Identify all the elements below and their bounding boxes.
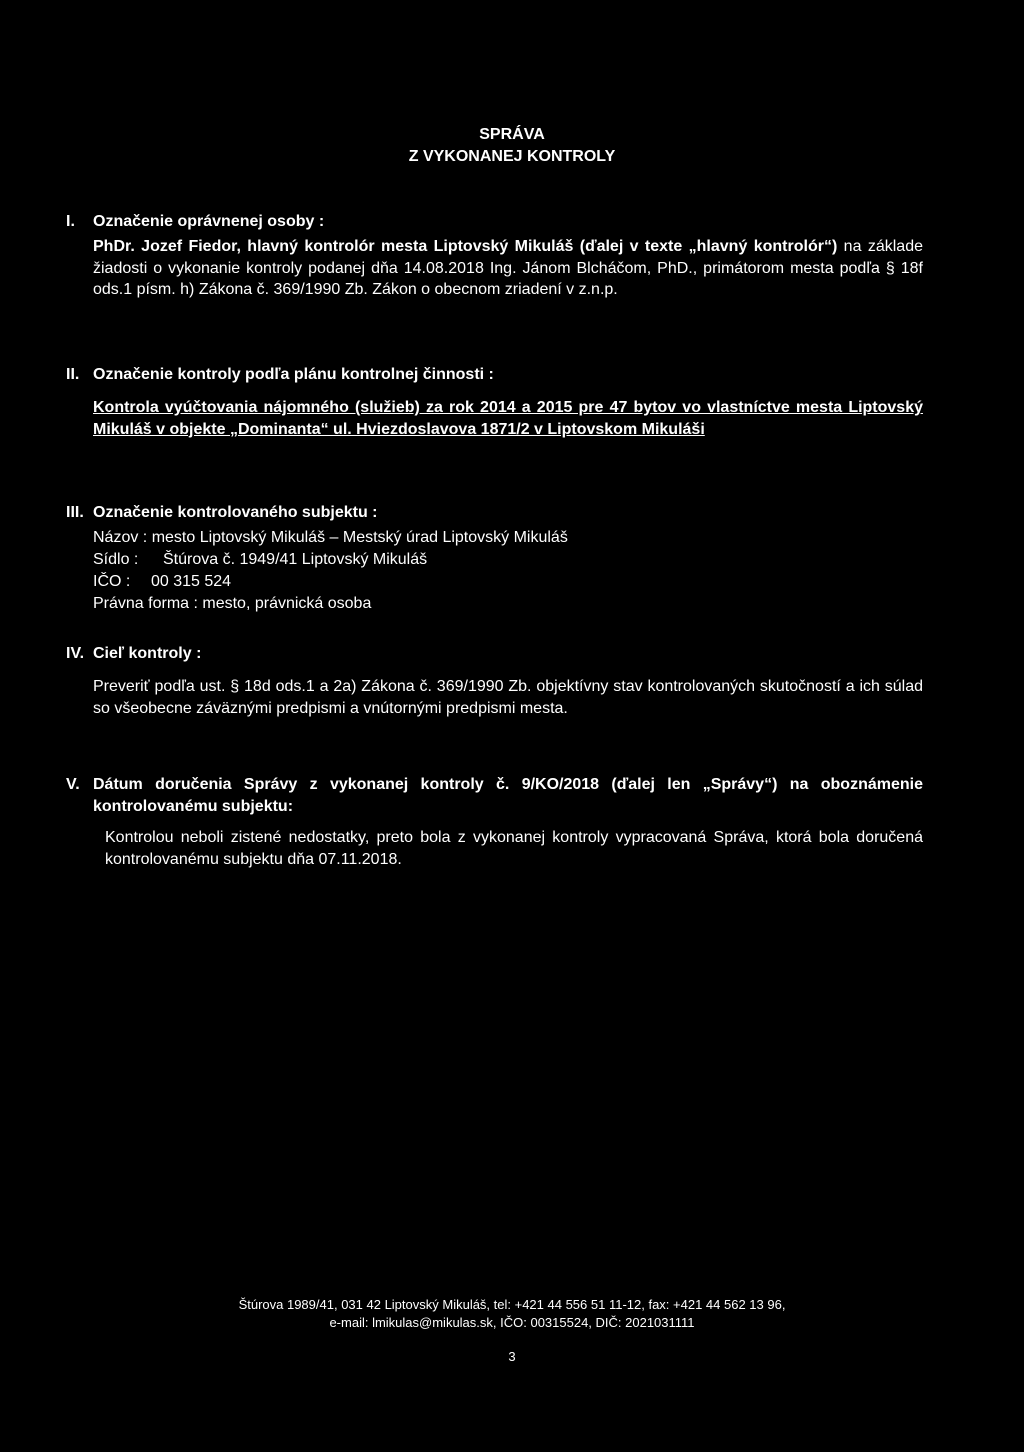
footer [0, 1296, 1024, 1332]
section-2-heading: Označenie kontroly podľa plánu kontrolnej činnosti : [93, 366, 494, 383]
section-1-text: na základe žiadosti o vykonanie kontroly podanej dňa 14.08.2018 Ing. Jánom Blcháčom, PhD., primátorom mesta podľa § 18f ods.1 písm. h) Zákona č. 369/1990 Zb. Zákon o obecnom zriadení v z.n.p. [93, 238, 923, 298]
section-4-text: Preveriť podľa ust. § 18d ods.1 a 2a) Zákona č. 369/1990 Zb. objektívny stav kontrolovaných skutočností a ich súlad so všeobecne záväznými predpismi a vnútornými predpismi mesta. [93, 678, 923, 717]
section-1-body [93, 236, 923, 301]
section-2-number: II. [66, 366, 80, 383]
section-1-heading: Označenie oprávnenej osoby : [93, 213, 325, 230]
subject-ico-label: IČO : [93, 573, 131, 590]
section-4-heading: Cieľ kontroly : [93, 645, 202, 662]
subject-ico [93, 571, 923, 593]
section-4-number: IV. [66, 645, 85, 662]
section-5-number: V. [66, 776, 80, 793]
document-title-line1: SPRÁVA [479, 126, 545, 143]
section-1-authorized-person: PhDr. Jozef Fiedor, hlavný kontrolór mesta Liptovský Mikuláš (ďalej v texte „hlavný kontrolór“) [93, 238, 838, 255]
subject-legal-form: Právna forma : mesto, právnická osoba [93, 595, 372, 612]
subject-seat-value: Štúrova č. 1949/41 Liptovský Mikuláš [163, 551, 428, 568]
document-title [0, 124, 1024, 168]
section-2-text: Kontrola vyúčtovania nájomného (služieb) za rok 2014 a 2015 pre 47 bytov vo vlastníctve mesta Liptovský Mikuláš v objekte „Dominanta“ ul. Hviezdoslavova 1871/2 v Liptovskom Mikuláši [93, 399, 923, 438]
section-3-number: III. [66, 504, 84, 521]
subject-seat-label: Sídlo : [93, 551, 139, 568]
section-5-text: Kontrolou neboli zistené nedostatky, preto bola z vykonanej kontroly vypracovaná Správa, ktorá bola doručená kontrolovanému subjektu dňa 07.11.2018. [105, 829, 923, 868]
section-5-heading: Dátum doručenia Správy z vykonanej kontroly č. 9/KO/2018 (ďalej len „Správy“) na oboznámenie kontrolovanému subjektu: [93, 776, 923, 815]
section-3-heading: Označenie kontrolovaného subjektu : [93, 504, 378, 521]
page-number: 3 [508, 1349, 516, 1364]
document-title-line2: Z VYKONANEJ KONTROLY [408, 148, 616, 165]
subject-seat [93, 549, 923, 571]
subject-ico-value: 00 315 524 [151, 573, 232, 590]
section-1-number: I. [66, 213, 75, 230]
footer-address: Štúrova 1989/41, 031 42 Liptovský Mikuláš, tel: +421 44 556 51 11-12, fax: +421 44 562 13 96, [238, 1297, 786, 1312]
subject-name: Názov : mesto Liptovský Mikuláš – Mestský úrad Liptovský Mikuláš [93, 529, 568, 546]
footer-contact: e-mail: lmikulas@mikulas.sk, IČO: 00315524, DIČ: 2021031111 [329, 1315, 695, 1330]
section-3-body [93, 527, 923, 615]
